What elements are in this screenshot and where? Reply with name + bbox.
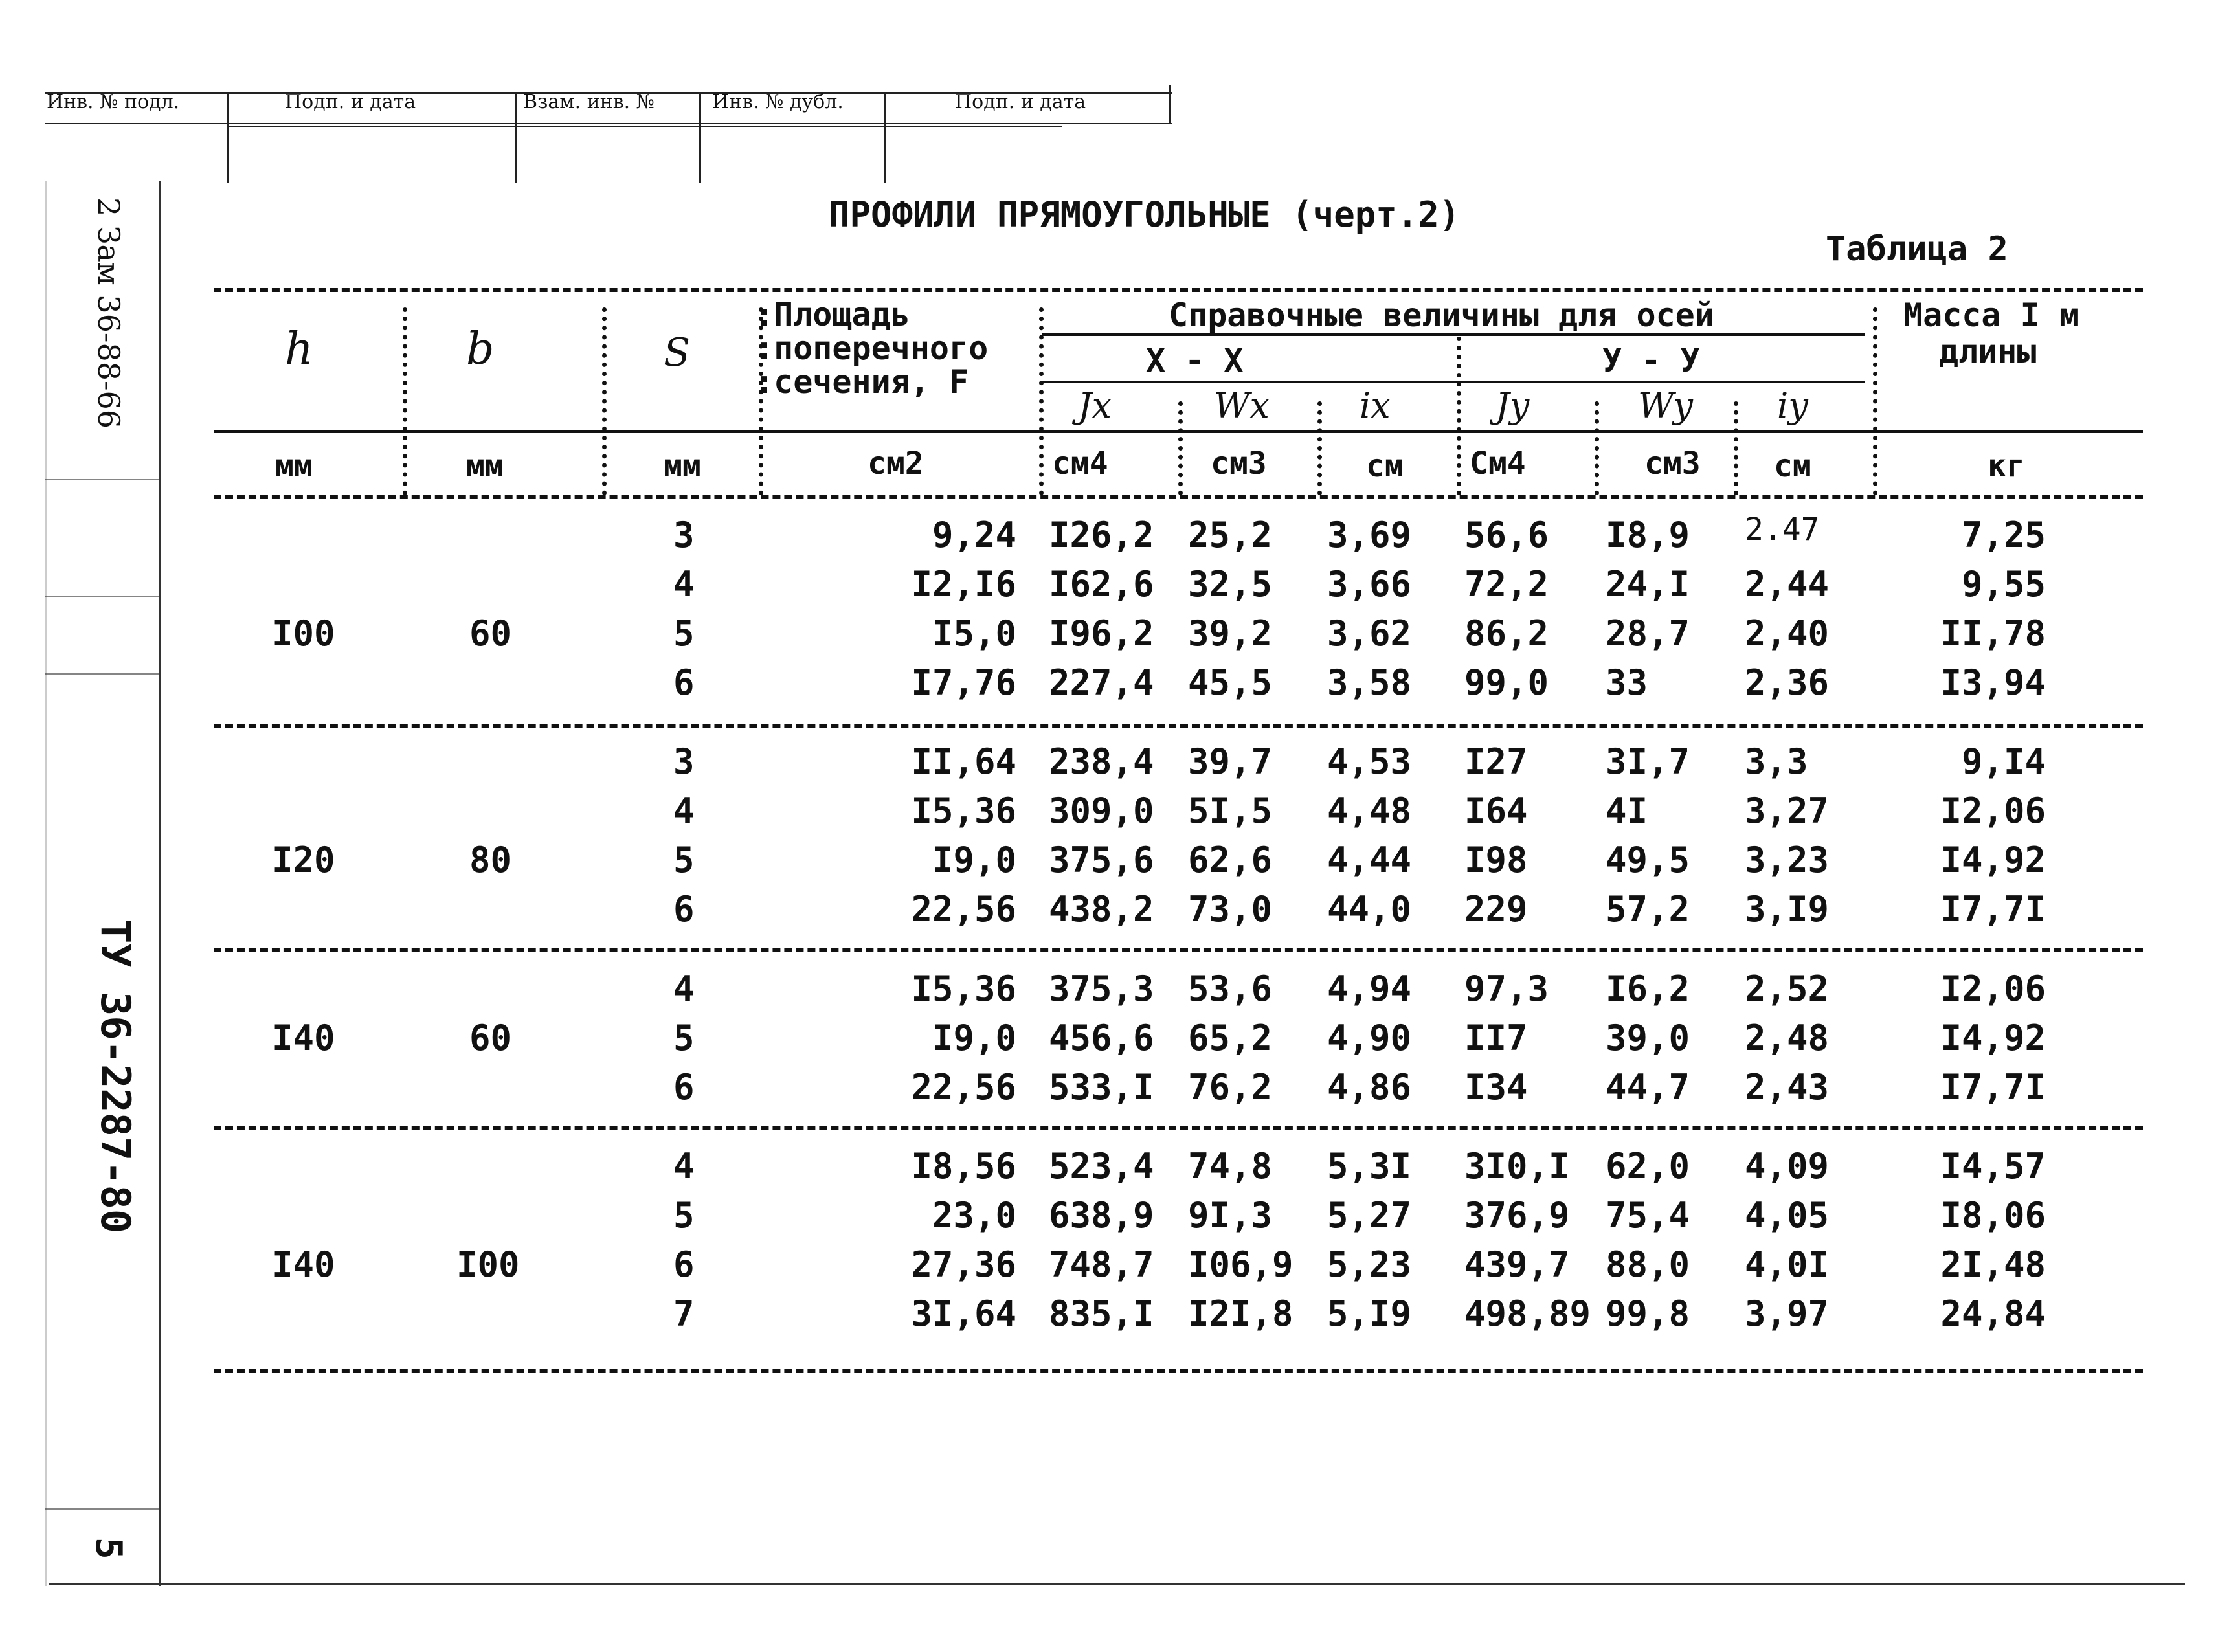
cell-ix: 3,58 xyxy=(1327,662,1412,703)
cell-jx: 523,4 xyxy=(1049,1146,1154,1187)
cell-wy: 4I xyxy=(1606,790,1648,831)
cell-jx: 375,3 xyxy=(1049,968,1154,1009)
cell-iy: 2,48 xyxy=(1745,1018,1830,1058)
cell-wx: 73,0 xyxy=(1188,889,1273,930)
cell-wy: 62,0 xyxy=(1606,1146,1690,1187)
cell-jy: I27 xyxy=(1464,741,1528,782)
cell-wx: 45,5 xyxy=(1188,662,1273,703)
cell-wx: I06,9 xyxy=(1188,1244,1294,1285)
table-bottom-rule xyxy=(214,1369,2143,1373)
unit-iy: см xyxy=(1774,448,1811,484)
cell-s: 5 xyxy=(673,613,695,654)
cell-mass: 2I,48 xyxy=(1940,1244,2046,1285)
cell-iy: 2,52 xyxy=(1745,968,1830,1009)
margin-tick xyxy=(45,1508,159,1510)
cell-jx: 227,4 xyxy=(1049,662,1154,703)
group-separator xyxy=(214,948,2143,952)
group-h: I40 xyxy=(272,1018,335,1058)
cell-jy: II7 xyxy=(1464,1018,1528,1058)
cell-jy: 498,89 xyxy=(1464,1293,1591,1334)
cell-jy: 376,9 xyxy=(1464,1195,1570,1236)
cell-wy: 39,0 xyxy=(1606,1018,1690,1058)
col-separator xyxy=(1734,401,1738,495)
cell-wy: 33 xyxy=(1606,662,1648,703)
cell-ix: 5,27 xyxy=(1327,1195,1412,1236)
cell-jx: 375,6 xyxy=(1049,840,1154,880)
cell-s: 3 xyxy=(673,515,695,555)
header-h: h xyxy=(285,324,313,375)
cell-ix: 4,90 xyxy=(1327,1018,1412,1058)
cell-jy: I98 xyxy=(1464,840,1528,880)
cell-s: 6 xyxy=(673,662,695,703)
cell-area: I9,0 xyxy=(932,1018,1016,1058)
cell-wx: 9I,3 xyxy=(1188,1195,1273,1236)
cell-mass: 9,I4 xyxy=(1961,741,2046,782)
cell-ix: 4,86 xyxy=(1327,1067,1412,1108)
header-mass-line2: длины xyxy=(1939,333,2037,370)
cell-wx: 25,2 xyxy=(1188,515,1273,555)
cell-wx: 39,2 xyxy=(1188,613,1273,654)
cell-area: I2,I6 xyxy=(911,564,1016,605)
header-wy: Wy xyxy=(1638,385,1693,426)
cell-wy: 88,0 xyxy=(1606,1244,1690,1285)
unit-ix: см xyxy=(1366,448,1404,484)
cell-ix: 44,0 xyxy=(1327,889,1412,930)
cell-ix: 3,62 xyxy=(1327,613,1412,654)
cell-wy: I6,2 xyxy=(1606,968,1690,1009)
cell-iy: 4,09 xyxy=(1745,1146,1830,1187)
cell-mass: I2,06 xyxy=(1940,968,2046,1009)
table-label: Таблица 2 xyxy=(1826,230,2008,269)
header-area-line3: :сечения, F xyxy=(754,363,969,401)
cell-jx: 533,I xyxy=(1049,1067,1154,1108)
revision-note: 2 Зам 36-88-66 xyxy=(91,197,126,429)
cell-iy: 3,97 xyxy=(1745,1293,1830,1334)
page-bottom-line xyxy=(49,1583,2185,1585)
cell-jy: 86,2 xyxy=(1464,613,1549,654)
cell-s: 4 xyxy=(673,1146,695,1187)
unit-s: мм xyxy=(664,448,701,484)
cell-area: 27,36 xyxy=(911,1244,1016,1285)
header-b: b xyxy=(466,324,495,375)
cell-jy: 72,2 xyxy=(1464,564,1549,605)
cell-iy: 2,40 xyxy=(1745,613,1830,654)
cell-wy: 3I,7 xyxy=(1606,741,1690,782)
cell-ix: 3,66 xyxy=(1327,564,1412,605)
cell-mass: I4,92 xyxy=(1940,1018,2046,1058)
header-wx: Wx xyxy=(1214,385,1270,426)
cell-jx: I96,2 xyxy=(1049,613,1154,654)
header-area-line2: :поперечного xyxy=(754,329,989,367)
cell-s: 4 xyxy=(673,968,695,1009)
stamp-label-inv-original: Инв. № подл. xyxy=(47,91,180,113)
col-separator xyxy=(403,307,407,495)
cell-wy: 75,4 xyxy=(1606,1195,1690,1236)
cell-area: I5,36 xyxy=(911,790,1016,831)
margin-tick xyxy=(45,596,159,597)
group-b: 80 xyxy=(469,840,512,880)
cell-wx: 62,6 xyxy=(1188,840,1273,880)
table-top-rule xyxy=(214,288,2143,292)
cell-jy: I64 xyxy=(1464,790,1528,831)
col-separator xyxy=(602,307,607,495)
cell-s: 4 xyxy=(673,790,695,831)
cell-mass: I4,92 xyxy=(1940,840,2046,880)
axis-group-rule xyxy=(1042,381,1865,383)
stamp-label-signature-date: Подп. и дата xyxy=(285,91,416,113)
cell-mass: I8,06 xyxy=(1940,1195,2046,1236)
cell-jx: 309,0 xyxy=(1049,790,1154,831)
cell-mass: I4,57 xyxy=(1940,1146,2046,1187)
cell-jy: 229 xyxy=(1464,889,1528,930)
unit-mass: кг xyxy=(1988,448,2025,484)
header-reference-values: Справочные величины для осей xyxy=(1169,296,1714,334)
cell-s: 3 xyxy=(673,741,695,782)
cell-s: 7 xyxy=(673,1293,695,1334)
group-separator xyxy=(214,1126,2143,1130)
cell-wx: 39,7 xyxy=(1188,741,1273,782)
cell-area: I5,36 xyxy=(911,968,1016,1009)
cell-mass: I7,7I xyxy=(1940,889,2046,930)
cell-wy: 28,7 xyxy=(1606,613,1690,654)
cell-wx: 76,2 xyxy=(1188,1067,1273,1108)
unit-wx: см3 xyxy=(1211,445,1267,482)
cell-mass: II,78 xyxy=(1940,613,2046,654)
cell-mass: I7,7I xyxy=(1940,1067,2046,1108)
cell-iy: 4,0I xyxy=(1745,1244,1830,1285)
col-separator xyxy=(1873,307,1877,495)
stamp-label-inv-duplicate: Инв. № дубл. xyxy=(712,91,844,113)
cell-area: 9,24 xyxy=(932,515,1016,555)
cell-ix: 5,23 xyxy=(1327,1244,1412,1285)
cell-wy: I8,9 xyxy=(1606,515,1690,555)
cell-area: 22,56 xyxy=(911,889,1016,930)
header-mass-line1: Масса I м xyxy=(1903,296,2079,334)
cell-wy: 49,5 xyxy=(1606,840,1690,880)
margin-border-line xyxy=(159,181,161,1586)
cell-jx: 835,I xyxy=(1049,1293,1154,1334)
cell-mass: I2,06 xyxy=(1940,790,2046,831)
cell-ix: 5,I9 xyxy=(1327,1293,1412,1334)
cell-iy: 3,3 xyxy=(1745,741,1808,782)
page-title: ПРОФИЛИ ПРЯМОУГОЛЬНЫЕ (черт.2) xyxy=(829,194,1461,235)
unit-area: см2 xyxy=(868,445,924,482)
header-ix: ix xyxy=(1360,385,1391,426)
cell-ix: 4,44 xyxy=(1327,840,1412,880)
group-b: I00 xyxy=(456,1244,520,1285)
cell-jx: 238,4 xyxy=(1049,741,1154,782)
cell-jy: I34 xyxy=(1464,1067,1528,1108)
cell-iy: 3,23 xyxy=(1745,840,1830,880)
cell-area: 23,0 xyxy=(932,1195,1016,1236)
cell-wy: 99,8 xyxy=(1606,1293,1690,1334)
cell-s: 6 xyxy=(673,1067,695,1108)
header-area-line1: :Площадь xyxy=(754,296,910,333)
group-h: I00 xyxy=(272,613,335,654)
cell-jx: 456,6 xyxy=(1049,1018,1154,1058)
cell-s: 6 xyxy=(673,1244,695,1285)
cell-jx: 638,9 xyxy=(1049,1195,1154,1236)
cell-jx: 748,7 xyxy=(1049,1244,1154,1285)
cell-mass: 24,84 xyxy=(1940,1293,2046,1334)
col-separator xyxy=(1457,337,1461,495)
cell-area: II,64 xyxy=(911,741,1016,782)
cell-wy: 57,2 xyxy=(1606,889,1690,930)
cell-iy: 2,36 xyxy=(1745,662,1830,703)
margin-tick xyxy=(45,673,159,675)
cell-area: I5,0 xyxy=(932,613,1016,654)
cell-wy: 44,7 xyxy=(1606,1067,1690,1108)
document-code: ТУ 36-2287-80 xyxy=(92,919,139,1234)
cell-ix: 4,48 xyxy=(1327,790,1412,831)
cell-iy: 4,05 xyxy=(1745,1195,1830,1236)
cell-ix: 5,3I xyxy=(1327,1146,1412,1187)
col-separator xyxy=(1317,401,1322,495)
cell-jy: 3I0,I xyxy=(1464,1146,1570,1187)
cell-wx: 5I,5 xyxy=(1188,790,1273,831)
stamp-label-replacement-inv: Взам. инв. № xyxy=(523,91,655,113)
header-iy: iy xyxy=(1777,385,1808,426)
unit-jy: См4 xyxy=(1470,445,1526,482)
header-bottom-rule xyxy=(214,495,2143,499)
col-separator xyxy=(1039,307,1044,495)
group-h: I40 xyxy=(272,1244,335,1285)
cell-wx: 53,6 xyxy=(1188,968,1273,1009)
cell-jy: 439,7 xyxy=(1464,1244,1570,1285)
cell-area: I8,56 xyxy=(911,1146,1016,1187)
cell-mass: I3,94 xyxy=(1940,662,2046,703)
header-jx: Jx xyxy=(1078,385,1112,426)
cell-s: 5 xyxy=(673,1195,695,1236)
cell-jx: 438,2 xyxy=(1049,889,1154,930)
header-s: S xyxy=(664,330,691,375)
cell-jy: 97,3 xyxy=(1464,968,1549,1009)
cell-ix: 3,69 xyxy=(1327,515,1412,555)
col-separator xyxy=(1178,401,1183,495)
cell-s: 6 xyxy=(673,889,695,930)
cell-wx: I2I,8 xyxy=(1188,1293,1294,1334)
cell-s: 5 xyxy=(673,840,695,880)
cell-iy: 3,I9 xyxy=(1745,889,1830,930)
cell-iy: 2,44 xyxy=(1745,564,1830,605)
cell-area: I7,76 xyxy=(911,662,1016,703)
page-number: 5 xyxy=(87,1537,129,1559)
cell-wy: 24,I xyxy=(1606,564,1690,605)
cell-jx: I26,2 xyxy=(1049,515,1154,555)
stamp-label-signature-date-2: Подп. и дата xyxy=(955,91,1086,113)
group-b: 60 xyxy=(469,613,512,654)
cell-mass: 9,55 xyxy=(1961,564,2046,605)
group-h: I20 xyxy=(272,840,335,880)
cell-wx: 65,2 xyxy=(1188,1018,1273,1058)
group-separator xyxy=(214,724,2143,728)
cell-jy: 56,6 xyxy=(1464,515,1549,555)
header-jy: Jy xyxy=(1495,385,1530,426)
cell-wx: 32,5 xyxy=(1188,564,1273,605)
cell-iy: 3,27 xyxy=(1745,790,1830,831)
cell-jx: I62,6 xyxy=(1049,564,1154,605)
unit-h: мм xyxy=(275,448,313,484)
header-axis-yy: У - У xyxy=(1602,342,1700,379)
unit-jx: см4 xyxy=(1052,445,1108,482)
cell-mass: 7,25 xyxy=(1961,515,2046,555)
cell-iy: 2.47 xyxy=(1745,511,1820,548)
cell-iy: 2,43 xyxy=(1745,1067,1830,1108)
cell-ix: 4,53 xyxy=(1327,741,1412,782)
header-axis-xx: Х - Х xyxy=(1146,342,1244,379)
group-b: 60 xyxy=(469,1018,512,1058)
cell-wx: 74,8 xyxy=(1188,1146,1273,1187)
unit-b: мм xyxy=(466,448,504,484)
margin-tick xyxy=(45,479,159,480)
col-separator xyxy=(1595,401,1599,495)
cell-s: 5 xyxy=(673,1018,695,1058)
cell-jy: 99,0 xyxy=(1464,662,1549,703)
margin-inner-line xyxy=(45,181,47,1586)
cell-ix: 4,94 xyxy=(1327,968,1412,1009)
cell-area: 22,56 xyxy=(911,1067,1016,1108)
cell-s: 4 xyxy=(673,564,695,605)
cell-area: 3I,64 xyxy=(911,1293,1016,1334)
cell-area: I9,0 xyxy=(932,840,1016,880)
unit-wy: см3 xyxy=(1644,445,1701,482)
